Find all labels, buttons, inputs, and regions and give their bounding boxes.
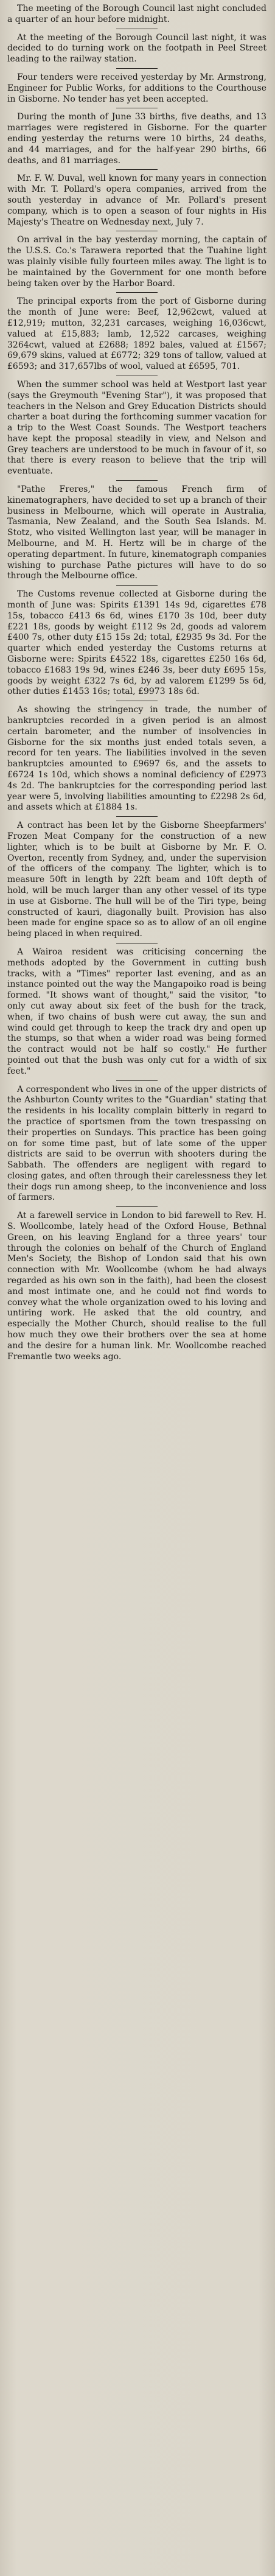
news-paragraph: At the meeting of the Borough Council last night, it was decided to do turning work on the footpath in Peel Street leading to the railway station. — [7, 32, 266, 65]
news-item — [7, 589, 266, 698]
news-item — [7, 112, 266, 166]
news-paragraph: The Customs revenue collected at Gisborne during the month of June was: Spirits £1391 14s 9d, cigarettes £78 15s, tobacco £413 6s 6d, wines £170 3s 10d, beer duty £221 18s, goods by weight £112 9s 2d, goods ad valorem £400 7s, other duty £15 15s 2d; total, £2935 9s 3d. For the quarter which ended yesterday the Customs returns at Gisborne were: Spirits £4522 18s, cigarettes £250 16s 6d, tobacco £1683 19s 9d, wines £246 3s, beer duty £695 15s, goods by weight £322 7s 6d, by ad valorem £1299 5s 6d, other duties £1453 16s; total, £9973 18s 6d. — [7, 589, 266, 697]
news-paragraph: On arrival in the bay yesterday morning, the captain of the U.S.S. Co.'s Tarawera reported that the Tuahine light was plainly visible fully fourteen miles away. The light is to be maintained by the Government for one month before being taken over by the Harbor Board. — [7, 235, 266, 289]
news-item — [7, 72, 266, 105]
news-item — [7, 821, 266, 940]
news-item — [7, 4, 266, 26]
news-paragraph: The principal exports from the port of Gisborne during the month of June were: Beef, 12,962cwt, valued at £12,919; mutton, 32,231 carcases, weighing 16,036cwt, valued at £15,883; lamb, 12,522 carcases, weighing 3264cwt, valued at £2688; 1892 bales, valued at £1567; 69,679 skins, valued at £6772; 329 tons of tallow, valued at £6593; and 317,657lbs of wool, valued at £6595, 701. — [7, 296, 266, 372]
item-divider — [116, 169, 158, 170]
item-divider — [116, 1206, 158, 1207]
item-divider — [116, 585, 158, 586]
news-paragraph: A correspondent who lives in one of the upper districts of the Ashburton County writes to the "Guardian" stating that the residents in his locality complain bitterly in regard to the practice of sportsmen from the town trespassing on their properties on Sundays. This practice has been going on for some time past, but of late some of the upper districts are said to be overrun with shooters during the Sabbath. The offenders are negligent with regard to closing gates, and often through their carelessness they let their dogs run among sheep, to the inconvenience and loss of farmers. — [7, 1084, 266, 1203]
news-paragraph: Four tenders were received yesterday by Mr. Armstrong, Engineer for Public Works, for additions to the Courthouse in Gisborne. No tender has yet been accepted. — [7, 72, 266, 104]
news-paragraph: A contract has been let by the Gisborne Sheepfarmers' Frozen Meat Company for the construction of a new lighter, which is to be built at Gisborne by Mr. F. O. Overton, recently from Sydney, and, under the supervision of the officers of the company. The lighter, which is to measure 50ft in length by 22ft beam and 10ft depth of hold, will be much larger than any other vessel of its type in use at Gisborne. The hull will be of the Tiri type, being constructed of kauri, diagonally built. Provision has also been made for engine space so as to allow of an oil engine being placed in when required. — [7, 821, 266, 939]
news-item — [7, 33, 266, 65]
news-paragraph: When the summer school was held at Westport last year (says the Greymouth "Evening Star"), it was proposed that teachers in the Nelson and Grey Education Districts should charter a boat during the forthcoming summer vacation for a trip to the West Coast Sounds. The Westport teachers have kept the proposal steadily in view, and Nelson and Grey teachers are understood to be much in favour of it, so that there is every reason to believe that the trip will eventuate. — [7, 379, 266, 477]
news-paragraph: At a farewell service in London to bid farewell to Rev. H. S. Woollcombe, lately head of the Oxford House, Bethnal Green, on his leaving England for a three years' tour through the colonies on behalf of the Church of England Men's Society, the Bishop of London said that his own connection with Mr. Woollcombe (whom he had always regarded as his own son in the faith), had been the closest and most intimate one, and he could not find words to convey what the whole organization owed to his loving and untiring work. He asked that the old country, and especially the Mother Church, should realise to the full how much they owe their brothers over the sea at home and the desire for a human link. Mr. Woollcombe reached Fremantle two weeks ago. — [7, 1211, 266, 1362]
item-divider — [116, 1080, 158, 1081]
news-item — [7, 296, 266, 373]
news-paragraph: During the month of June 33 births, five deaths, and 13 marriages were registered in Gisborne. For the quarter ending yesterday the returns were 10 births, 24 deaths, and 44 marriages, and for the half-year 290 births, 66 deaths, and 81 marriages. — [7, 112, 266, 166]
news-paragraph: The meeting of the Borough Council last night concluded a quarter of an hour before midnight. — [7, 4, 266, 24]
news-item — [7, 705, 266, 813]
item-divider — [116, 480, 158, 481]
item-divider — [116, 292, 158, 293]
news-paragraph: Mr. F. W. Duval, well known for many years in connection with Mr. T. Pollard's opera companies, arrived from the south yesterday in advance of Mr. Pollard's present company, which is to open a season of four nights in His Majesty's Theatre on Wednesday next, July 7. — [7, 173, 266, 227]
news-item — [7, 1085, 266, 1204]
news-item — [7, 380, 266, 477]
news-item — [7, 235, 266, 289]
news-item — [7, 485, 266, 582]
news-item — [7, 173, 266, 228]
item-divider — [116, 68, 158, 69]
news-paragraph: "Pathe Freres," the famous French firm of kinematographers, have decided to set up a branch of their business in Melbourne, which will operate in Australia, Tasmania, New Zealand, and the South Sea Islands. M. Stotz, who visited Wellington last year, will be manager in Melbourne, and M. H. Hertz will be in charge of the operating department. In future, kinematograph companies wishing to purchase Pathe pictures will have to do so through the Melbourne office. — [7, 485, 266, 581]
news-item — [7, 947, 266, 1077]
news-item — [7, 1211, 266, 1362]
news-paragraph: A Wairoa resident was criticising concerning the methods adopted by the Government in cutting bush tracks, with a "Times" reporter last evening, and as an instance pointed out the way the Mangapoiko road is being formed. "It shows want of thought," said the visitor, "to only cut away about six feet of the bush for the track, when, if two chains of bush were cut away, the sun and wind could get through to keep the track dry and open up the stumps, so that when a wider road was being formed the contract would not be half so costly." He further pointed out that the bush was only cut for a width of six feet." — [7, 947, 266, 1076]
news-paragraph: As showing the stringency in trade, the number of bankruptcies recorded in a given period is an almost certain barometer, and the number of insolvencies in Gisborne for the six months just ended totals seven, a record for ten years. The liabilities involved in the seven bankruptcies amounted to £9697 6s, and the assets to £6724 1s 10d, which shows a nominal deficiency of £2973 4s 2d. The bankruptcies for the corresponding period last year were 5, involving liabilities amounting to £2298 2s 6d, and assets which at £1884 1s. — [7, 705, 266, 813]
item-divider — [116, 816, 158, 817]
